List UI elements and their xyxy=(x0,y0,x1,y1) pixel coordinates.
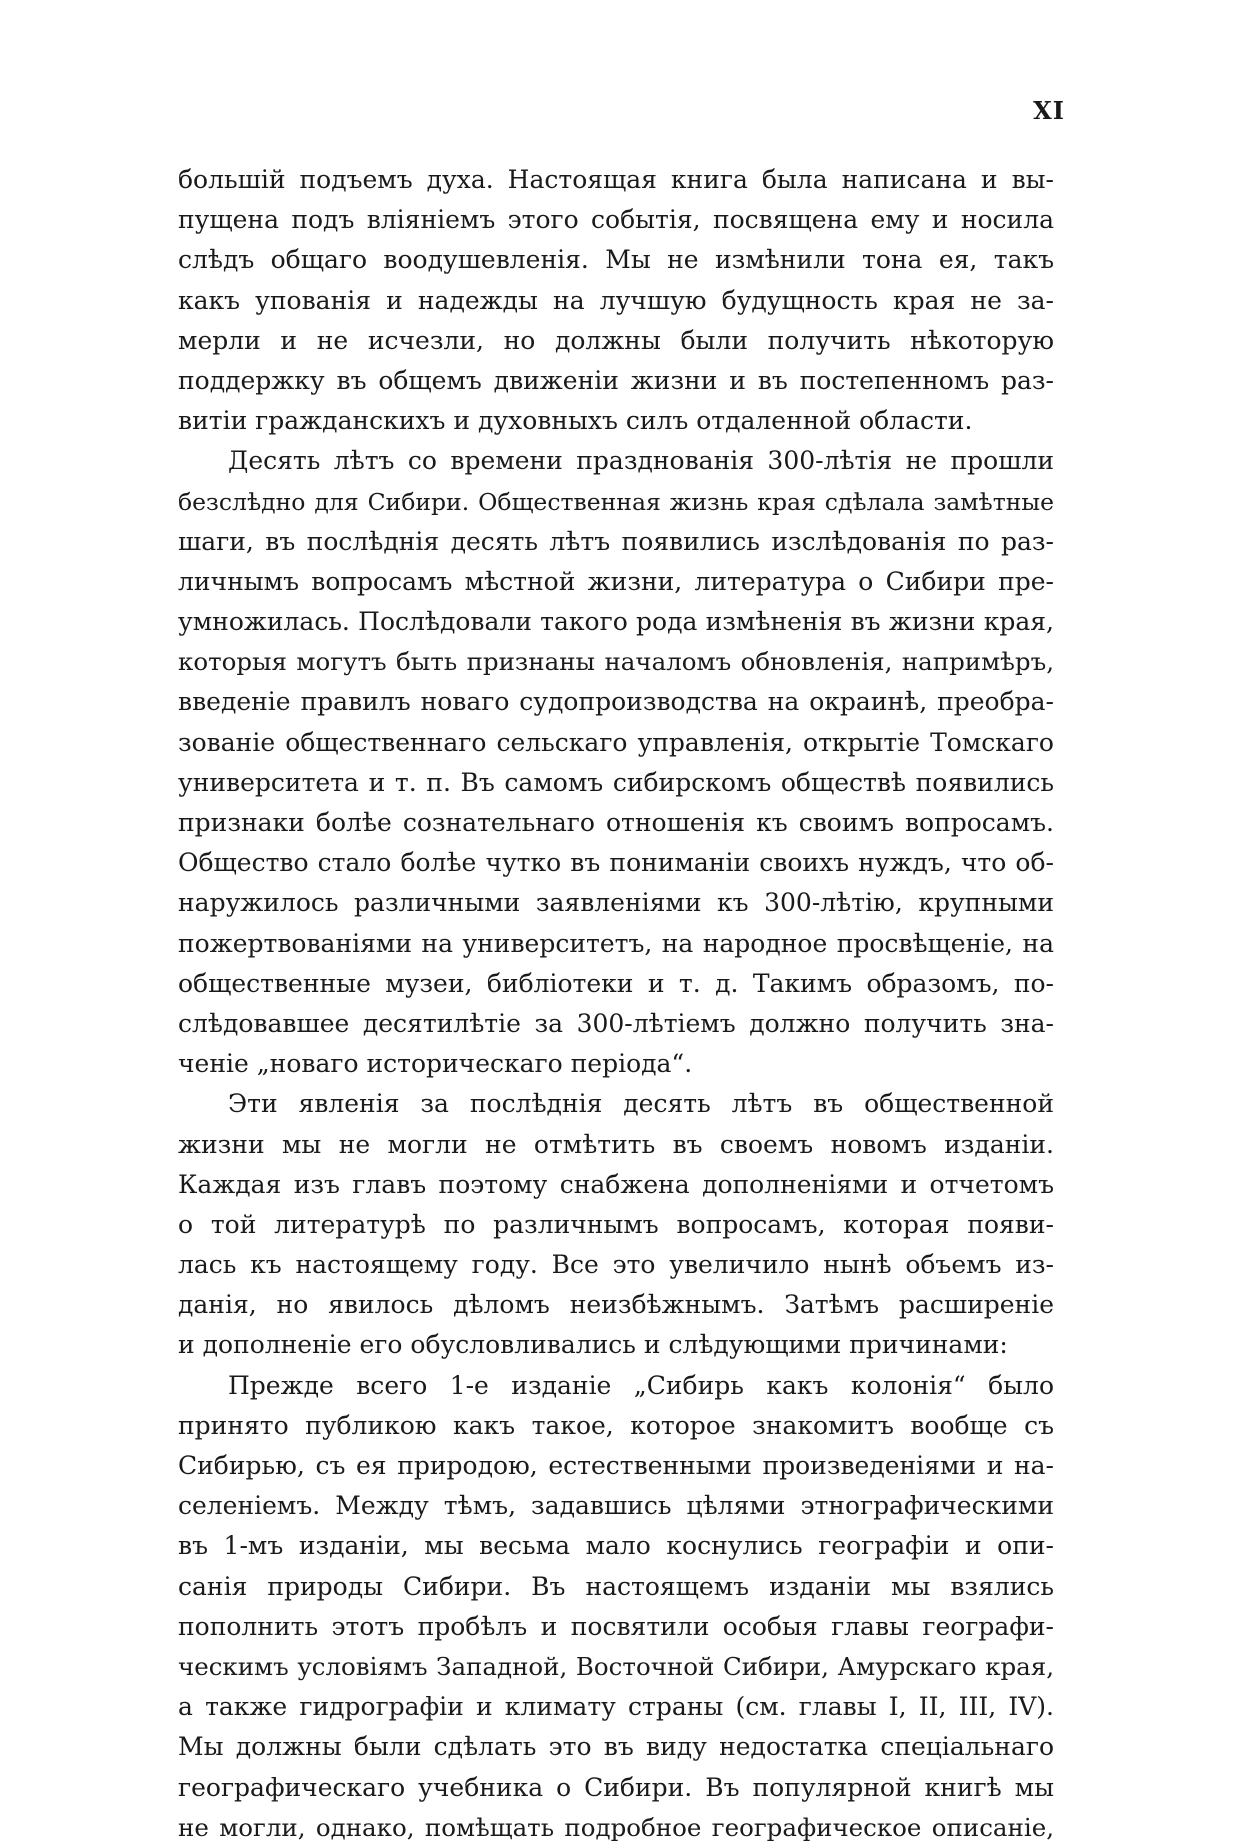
text-line: Сибирью, съ ея природою, естественными произведеніями и на- xyxy=(178,1451,1054,1480)
paragraph xyxy=(178,1366,1054,1848)
text-line: географическаго учебника о Сибири. Въ популярной книгѣ мы xyxy=(178,1772,1054,1802)
text-line: не могли, однако, помѣщать подробное географическое описаніе, xyxy=(178,1812,1054,1842)
text-line: слѣдъ общаго воодушевленія. Мы не измѣнили тона ея, такъ xyxy=(178,245,1054,275)
paragraph xyxy=(178,160,1054,441)
text-line: большій подъемъ духа. Настоящая книга была написана и вы- xyxy=(178,165,1054,194)
text-body xyxy=(178,160,1054,1848)
text-line: шаги, въ послѣднія десять лѣтъ появились изслѣдованія по раз- xyxy=(178,526,1054,556)
text-line: поддержку въ общемъ движеніи жизни и въ постепенномъ раз- xyxy=(178,365,1054,395)
text-line: зованіе общественнаго сельскаго управленія, открытіе Томскаго xyxy=(178,727,1054,757)
text-line: селеніемъ. Между тѣмъ, задавшись цѣлями этнографическими xyxy=(178,1491,1054,1521)
text-line: а также гидрографіи и климату страны (см. главы I, II, III, IV). xyxy=(178,1692,1054,1722)
text-line: введеніе правилъ новаго судопроизводства на окраинѣ, преобра- xyxy=(178,687,1054,717)
text-line: Мы должны были сдѣлать это въ виду недостатка спеціальнаго xyxy=(178,1732,1054,1762)
text-line: въ 1-мъ изданіи, мы весьма мало коснулись географіи и опи- xyxy=(178,1531,1054,1561)
text-line: безслѣдно для Сибири. Общественная жизнь края сдѣлала замѣтные xyxy=(178,487,1054,516)
text-line: личнымъ вопросамъ мѣстной жизни, литература о Сибири пре- xyxy=(178,566,1054,596)
text-line: и дополненіе его обусловливались и слѣдующими причинами: xyxy=(178,1330,1008,1360)
text-line: признаки болѣе сознательнаго отношенія къ своимъ вопросамъ. xyxy=(178,808,1054,837)
text-line: лась къ настоящему году. Все это увеличило нынѣ объемъ из- xyxy=(178,1250,1054,1280)
text-line: университета и т. п. Въ самомъ сибирскомъ обществѣ появились xyxy=(178,767,1054,797)
text-line: наружилось различными заявленіями къ 300-лѣтію, крупными xyxy=(178,888,1054,918)
text-line: жизни мы не могли не отмѣтить въ своемъ новомъ изданіи. xyxy=(178,1129,1054,1159)
text-line: Эти явленія за послѣднія десять лѣтъ въ общественной xyxy=(228,1089,1054,1119)
text-line: пущена подъ вліяніемъ этого событія, посвящена ему и носила xyxy=(178,205,1054,235)
text-line: ченіе „новаго историческаго періода“. xyxy=(178,1049,693,1079)
text-line: Общество стало болѣе чутко въ пониманіи своихъ нуждъ, что об- xyxy=(178,848,1054,878)
text-line: умножилась. Послѣдовали такого рода измѣненія въ жизни края, xyxy=(178,607,1054,637)
text-line: Десять лѣтъ со времени празднованія 300-лѣтія не прошли xyxy=(228,446,1054,476)
text-line: слѣдовавшее десятилѣтіе за 300-лѣтіемъ должно получить зна- xyxy=(178,1008,1054,1038)
page-number: XI xyxy=(1033,96,1065,125)
text-line: принято публикою какъ такое, которое знакомитъ вообще съ xyxy=(178,1410,1054,1440)
text-line: пожертвованіями на университетъ, на народное просвѣщеніе, на xyxy=(178,928,1054,958)
text-line: ческимъ условіямъ Западной, Восточной Сибири, Амурскаго края, xyxy=(178,1651,1054,1681)
paragraph xyxy=(178,1084,1054,1365)
text-line: которыя могутъ быть признаны началомъ обновленія, напримѣръ, xyxy=(178,647,1054,677)
text-line: какъ упованія и надежды на лучшую будущность края не за- xyxy=(178,285,1054,315)
text-line: пополнить этотъ пробѣлъ и посвятили особыя главы географи- xyxy=(178,1611,1054,1641)
text-line: о той литературѣ по различнымъ вопросамъ, которая появи- xyxy=(178,1209,1054,1239)
text-line: общественные музеи, библіотеки и т. д. Такимъ образомъ, по- xyxy=(178,968,1054,998)
text-line: Прежде всего 1-е изданіе „Сибирь какъ колонія“ было xyxy=(228,1370,1054,1400)
text-line: санія природы Сибири. Въ настоящемъ изданіи мы взялись xyxy=(178,1571,1054,1601)
text-line: мерли и не исчезли, но должны были получить нѣкоторую xyxy=(178,325,1054,355)
text-line: Каждая изъ главъ поэтому снабжена дополненіями и отчетомъ xyxy=(178,1169,1054,1199)
paragraph xyxy=(178,441,1054,1084)
text-line: витіи гражданскихъ и духовныхъ силъ отдаленной области. xyxy=(178,406,973,436)
text-line: данія, но явилось дѣломъ неизбѣжнымъ. Затѣмъ расширеніе xyxy=(178,1290,1054,1320)
